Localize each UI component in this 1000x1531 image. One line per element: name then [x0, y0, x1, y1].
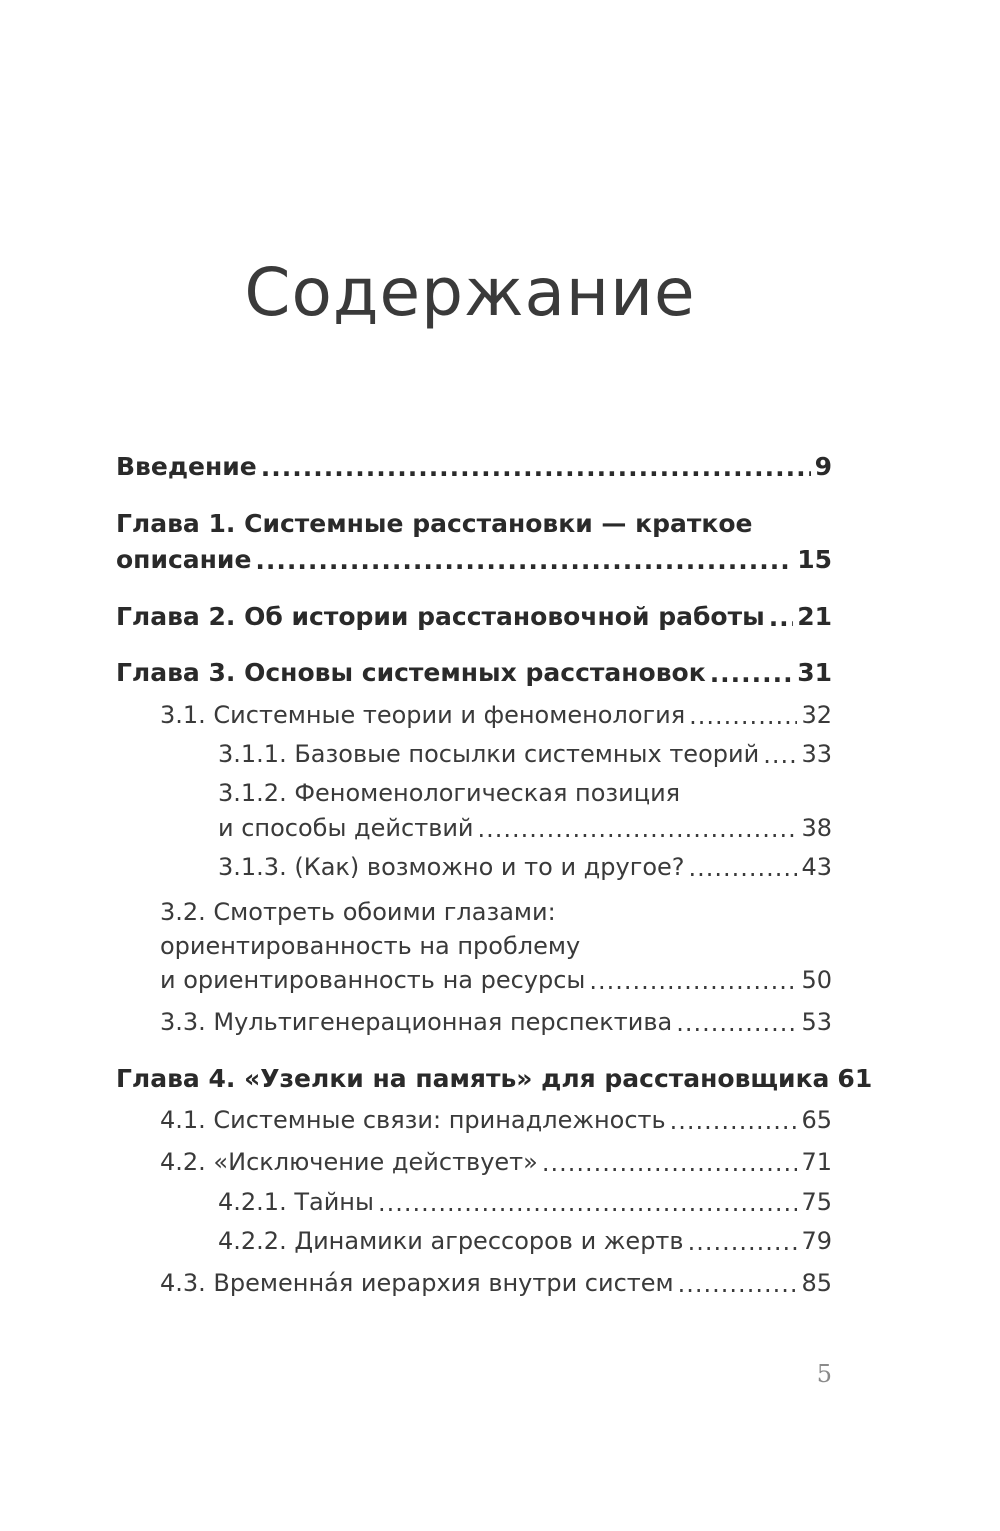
toc-entry-section-4-1[interactable]	[160, 1106, 832, 1134]
dot-leader	[769, 603, 794, 628]
dot-leader	[710, 659, 794, 684]
toc-entry-chapter-1[interactable]	[116, 545, 832, 574]
toc-entry-section-3-2-line1[interactable]: 3.2. Смотреть обоими глазами:	[160, 898, 556, 926]
toc-page-number: 71	[801, 1148, 832, 1176]
dot-leader	[255, 546, 793, 571]
toc-page-number: 43	[801, 853, 832, 881]
dot-leader	[688, 1228, 798, 1252]
toc-entry-introduction[interactable]	[116, 452, 832, 481]
toc-page-number: 15	[797, 545, 832, 574]
toc-entry-chapter-4[interactable]	[116, 1064, 873, 1093]
toc-entry-title: 3.3. Мультигенерационная перспектива	[160, 1008, 673, 1036]
toc-entry-title: Введение	[116, 452, 257, 481]
toc-page-number: 79	[801, 1227, 832, 1255]
toc-page-number: 75	[801, 1188, 832, 1216]
toc-entry-section-4-3[interactable]	[160, 1269, 832, 1297]
toc-entry-chapter-3[interactable]	[116, 658, 832, 687]
toc-page-number: 65	[801, 1106, 832, 1134]
dot-leader	[589, 967, 797, 991]
toc-entry-title: 4.2. «Исключение действует»	[160, 1148, 538, 1176]
dot-leader	[763, 741, 797, 765]
toc-entry-title: 3.1.1. Базовые посылки системных теорий	[218, 740, 760, 768]
dot-leader	[378, 1189, 798, 1213]
toc-entry-title: Глава 4. «Узелки на память» для расстановщика	[116, 1064, 830, 1093]
toc-entry-title: описание	[116, 545, 252, 574]
toc-entry-title: 3.1.3. (Как) возможно и то и другое?	[218, 853, 685, 881]
toc-page-number: 50	[801, 966, 832, 994]
toc-page-number: 33	[801, 740, 832, 768]
toc-entry-title: и способы действий	[218, 814, 474, 842]
dot-leader	[478, 815, 798, 839]
dot-leader	[670, 1107, 798, 1131]
toc-page-number: 38	[801, 814, 832, 842]
toc-entry-section-3-1[interactable]	[160, 701, 832, 729]
dot-leader	[676, 1009, 797, 1033]
toc-entry-title: 4.2.1. Тайны	[218, 1188, 374, 1216]
dot-leader	[678, 1270, 798, 1294]
toc-entry-title: и ориентированность на ресурсы	[160, 966, 586, 994]
toc-entry-section-3-2-line2[interactable]: ориентированность на проблему	[160, 932, 581, 960]
dot-leader	[689, 854, 798, 878]
dot-leader	[542, 1149, 798, 1173]
toc-entry-chapter-1-line1[interactable]: Глава 1. Системные расстановки — краткое	[116, 509, 753, 538]
toc-entry-section-3-1-3[interactable]	[218, 853, 832, 881]
toc-entry-title: Глава 3. Основы системных расстановок	[116, 658, 706, 687]
dot-leader	[689, 702, 797, 726]
toc-entry-section-3-1-2[interactable]	[218, 814, 832, 842]
toc-page-number: 9	[814, 452, 832, 481]
toc-entry-title: 4.1. Системные связи: принадлежность	[160, 1106, 666, 1134]
toc-entry-section-4-2-2[interactable]	[218, 1227, 832, 1255]
toc-entry-title: 4.2.2. Динамики агрессоров и жертв	[218, 1227, 684, 1255]
toc-page-number: 61	[837, 1064, 873, 1093]
toc-entry-title: 3.1. Системные теории и феноменология	[160, 701, 686, 729]
toc-entry-section-4-2-1[interactable]	[218, 1188, 832, 1216]
page-title: Содержание	[244, 254, 696, 331]
toc-entry-title: Глава 2. Об истории расстановочной работы	[116, 602, 765, 631]
toc-page-number: 21	[797, 602, 832, 631]
toc-entry-title: 4.3. Временна́я иерархия внутри систем	[160, 1269, 674, 1297]
toc-entry-section-3-2[interactable]	[160, 966, 832, 994]
toc-page-number: 32	[801, 701, 832, 729]
toc-page-number: 53	[801, 1008, 832, 1036]
toc-entry-section-4-2[interactable]	[160, 1148, 832, 1176]
dot-leader	[261, 453, 811, 478]
toc-entry-chapter-2[interactable]	[116, 602, 832, 631]
toc-page-number: 31	[797, 658, 832, 687]
page-number: 5	[816, 1360, 832, 1388]
toc-entry-section-3-3[interactable]	[160, 1008, 832, 1036]
toc-entry-section-3-1-1[interactable]	[218, 740, 832, 768]
toc-entry-section-3-1-2-line1[interactable]: 3.1.2. Феноменологическая позиция	[218, 779, 681, 807]
toc-page-number: 85	[801, 1269, 832, 1297]
